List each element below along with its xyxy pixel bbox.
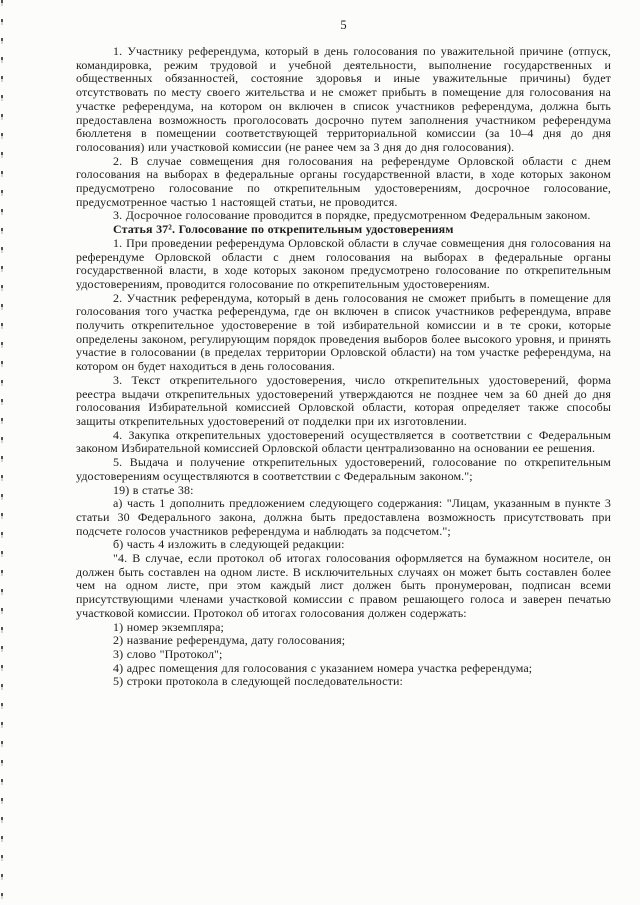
paragraph: 5. Выдача и получение открепительных удостоверений, голосование по открепительным удостоверениям осуществляются в соответствии с Федеральным законом."; bbox=[76, 455, 611, 483]
page-number: 5 bbox=[340, 18, 347, 32]
list-item: 1) номер экземпляра; bbox=[113, 619, 224, 634]
paragraph: б) часть 4 изложить в следующей редакции: bbox=[113, 537, 345, 552]
paragraph: 2. В случае совмещения дня голосования на референдуме Орловской области с днем голосования на выборах в федеральные органы государственной власти, в ходе которых законом предусмотрено голосование по открепительным удостоверениям, досрочное голосование, предусмотренное частью 1 настоящей статьи, не проводится. bbox=[76, 153, 611, 209]
list-item: 5) строки протокола в следующей последовательности: bbox=[113, 674, 403, 689]
paragraph: а) часть 1 дополнить предложением следующего содержания: "Лицам, указанным в пункте 3 статьи 30 Федерального закона, должна быть предоставлена возможность присутствовать при подсчете голосов участников референдума и наблюдать за подсчетом."; bbox=[76, 496, 611, 538]
paragraph: "4. В случае, если протокол об итогах голосования оформляется на бумажном носителе, он должен быть составлен на одном листе. В исключительных случаях он может быть составлен более чем на одном листе, при этом каждый лист должен быть пронумерован, подписан всеми присутствующими членами участковой комиссии с правом решающего голоса и заверен печатью участковой комиссии. Протокол об итогах голосования должен содержать: bbox=[76, 551, 611, 620]
paragraph: 2. Участник референдума, который в день голосования не сможет прибыть в помещение для голосования того участка референдума, где он включен в список участников референдума, вправе получить открепительное удостоверение в той избирательной комиссии и в те сроки, которые определены законом, регулирующим порядок проведения выборов более высокого уровня, и принять участие в голосовании (в пределах территории Орловской области) на том участке референдума, на котором он будет находиться в день голосования. bbox=[76, 290, 611, 374]
paragraph: 1. При проведении референдума Орловской области в случае совмещения дня голосования на референдуме Орловской области с днем голосования на выборах в федеральные органы государственной власти, в ходе которых законом предусмотрено голосование по открепительным удостоверениям, проводится голосование по открепительным удостоверениям. bbox=[76, 235, 611, 291]
article-heading: Статья 37². Голосование по открепительным удостоверениям bbox=[113, 222, 454, 237]
paragraph: 3. Текст открепительного удостоверения, число открепительных удостоверений, форма реестра выдачи открепительных удостоверений утверждаются не позднее чем за 60 дней до дня голосования Избирательной комиссией Орловской области, которая определяет также способы защиты открепительных удостоверений от подделки при их изготовлении. bbox=[76, 372, 611, 428]
paragraph: 1. Участнику референдума, который в день голосования по уважительной причине (отпуск, командировка, режим трудовой и учебной деятельности, выполнение государственных и общественных обязанностей, состояние здоровья и иные уважительные причины) будет отсутствовать по месту своего жительства и не сможет прибыть в помещение для голосования на участке референдума, на котором он включен в список участников референдума, должна быть предоставлена возможность проголосовать досрочно путем заполнения участником референдума бюллетеня в помещении соответствующей территориальной комиссии (за 10–4 дня до дня голосования) или участковой комиссии (не ранее чем за 3 дня до дня голосования). bbox=[76, 44, 611, 154]
paragraph: 19) в статье 38: bbox=[113, 482, 194, 497]
scan-edge-artifact bbox=[1, 0, 3, 905]
list-item: 2) название референдума, дату голосования; bbox=[113, 633, 346, 648]
list-item: 3) слово "Протокол"; bbox=[113, 646, 223, 661]
list-item: 4) адрес помещения для голосования с указанием номера участка референдума; bbox=[113, 660, 533, 675]
paragraph: 3. Досрочное голосование проводится в порядке, предусмотренном Федеральным законом. bbox=[113, 208, 591, 223]
page-content bbox=[76, 18, 611, 689]
paragraph: 4. Закупка открепительных удостоверений осуществляется в соответствии с Федеральным законом Избирательной комиссией Орловской области централизованно на основании ее решения. bbox=[76, 427, 611, 456]
